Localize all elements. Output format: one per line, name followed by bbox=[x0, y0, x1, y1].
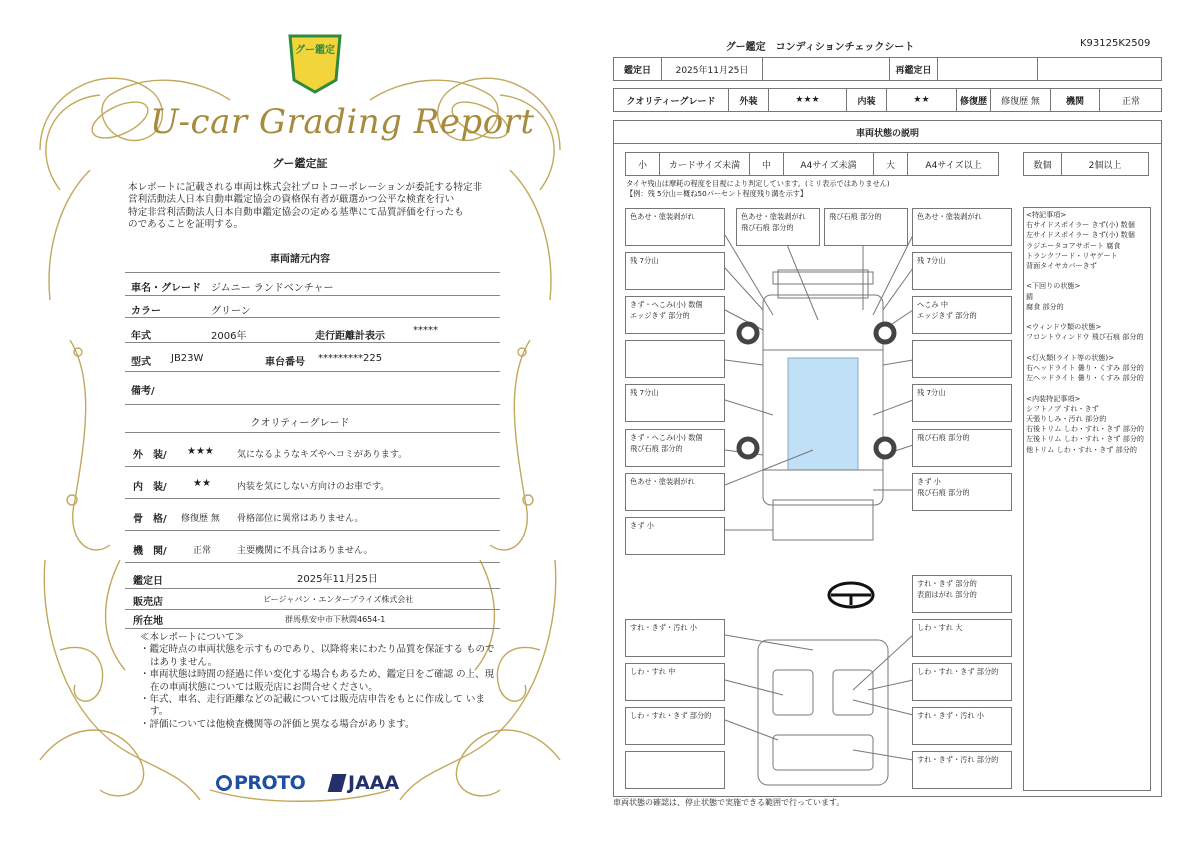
appraisal-date-row bbox=[125, 566, 500, 589]
certificate-heading: グー鑑定証 bbox=[272, 157, 328, 170]
name-label: 車名・グレード bbox=[131, 283, 201, 294]
jaaa-logo-text: JAAA bbox=[348, 772, 400, 794]
intro-text bbox=[128, 182, 498, 232]
exterior-note-box: へこみ 中 エッジきず 部分的 bbox=[912, 296, 1012, 334]
quality-grade: ★★ bbox=[193, 478, 211, 489]
condition-heading: 車両状態の説明 bbox=[855, 129, 919, 139]
color-value: グリーン bbox=[211, 306, 251, 317]
quality-comment: 骨格部位に異常はありません。 bbox=[237, 514, 364, 524]
year-value: 2006年 bbox=[211, 331, 247, 342]
certificate-number: K93125K2509 bbox=[1080, 38, 1151, 49]
exterior-note-box bbox=[912, 340, 1012, 378]
note-item: ・車両状態は時間の経過に伴い変化する場合もあるため、鑑定日をご確認 の上、現在の車両状態については販売店にお問合せください。 bbox=[140, 669, 495, 693]
tire-note: タイヤ残山は摩耗の程度を目視により判定しています。(ミリ表示ではありません) bbox=[626, 179, 890, 188]
quality-label: 機 関/ bbox=[133, 546, 167, 557]
exterior-note-box: きず 小 飛び石痕 部分的 bbox=[912, 473, 1012, 511]
color-label: カラー bbox=[131, 306, 161, 317]
intro-line: のであることを証明する。 bbox=[128, 219, 244, 231]
dealer-row bbox=[125, 589, 500, 610]
quality-label: 内 装/ bbox=[133, 482, 167, 493]
tire-rear-right bbox=[876, 439, 894, 457]
reappraisal-label: 再鑑定日 bbox=[890, 58, 938, 80]
date-row bbox=[613, 57, 1162, 81]
specs-heading: 車両諸元内容 bbox=[270, 254, 330, 265]
chassis-value: *********225 bbox=[318, 353, 383, 364]
grade-row bbox=[613, 88, 1162, 112]
exterior-note-box bbox=[625, 340, 725, 378]
exterior-note-box: 残 7分山 bbox=[625, 384, 725, 422]
interior-note-box: すれ・きず・汚れ 小 bbox=[912, 707, 1012, 745]
exterior-note-box: 飛び石痕 部分的 bbox=[824, 208, 908, 246]
size-mid-value: A4サイズ未満 bbox=[784, 153, 874, 175]
grille bbox=[773, 272, 873, 284]
spec-row-year bbox=[125, 318, 500, 343]
interior-note-box: しわ・すれ・きず 部分的 bbox=[912, 663, 1012, 701]
exterior-note-box: 飛び石痕 部分的 bbox=[912, 429, 1012, 467]
proto-logo-icon bbox=[216, 775, 232, 791]
name-value: ジムニー ランドベンチャー bbox=[211, 283, 334, 294]
exterior-note-box: 残 7分山 bbox=[912, 252, 1012, 290]
interior-note-box: すれ・きず・汚れ 小 bbox=[625, 619, 725, 657]
interior-note-box: すれ・きず・汚れ 部分的 bbox=[912, 751, 1012, 789]
quality-comment: 主要機関に不具合はありません。 bbox=[237, 546, 373, 556]
intro-line: 営利活動法人日本自動車鑑定協会の資格保有者が厳選かつ公平な検査を行い bbox=[128, 194, 455, 206]
interior-note-box bbox=[625, 751, 725, 789]
side-notes: <特記事項> 右サイドスポイラー きず(小) 数個 左サイドスポイラー きず(小) 数個 ラジエータコアサポート 腐食 トランクフード・リヤゲート 背面タイヤカバーきず <下回りの状態> 錆 腐食 部分的 <ウィンドウ類の状態> フロントウィンドウ 飛び石痕 部分的 <灯火類(ライト等の状態)> 右ヘッドライト 曇り・くすみ 部分的 左ヘッドライト 曇り・くすみ 部分的 <内装特記事項> シフトノブ すれ・きず 天張りしみ・汚れ 部分的 右後トリム しわ・すれ・きず 部分的 左後トリム しわ・すれ・きず 部分的 他トリム しわ・すれ・きず 部分的 bbox=[1026, 210, 1145, 454]
proto-logo bbox=[216, 772, 305, 794]
dealer-label: 販売店 bbox=[133, 597, 163, 608]
spec-row-remarks bbox=[125, 372, 500, 405]
chassis-label: 車台番号 bbox=[265, 357, 305, 368]
quality-row-interior bbox=[125, 470, 500, 499]
size-legend bbox=[625, 152, 999, 176]
size-mid-label: 中 bbox=[750, 153, 784, 175]
rear-bumper bbox=[773, 500, 873, 540]
mileage-value: ***** bbox=[413, 325, 438, 336]
empty-cell bbox=[763, 58, 890, 80]
repair-label: 修復歴 bbox=[957, 89, 991, 111]
quality-label: 骨 格/ bbox=[133, 514, 167, 525]
intro-line: 本レポートに記載される車両は株式会社プロトコーポレーションが委託する特定非 bbox=[128, 182, 483, 193]
interior-value: ★★ bbox=[887, 89, 957, 111]
quality-grade: ★★★ bbox=[187, 446, 214, 457]
quality-comment: 気になるようなキズやヘコミがあります。 bbox=[237, 450, 408, 460]
tire-example: 【例：残 5分山＝概ね50パーセント程度残り溝を示す】 bbox=[626, 189, 808, 198]
model-value: JB23W bbox=[171, 353, 204, 364]
spec-row-model bbox=[125, 343, 500, 372]
exterior-label: 外装 bbox=[729, 89, 769, 111]
note-item: ・評価については他検査機関等の評価と異なる場合があります。 bbox=[140, 718, 415, 730]
location-label: 所在地 bbox=[133, 616, 163, 627]
quality-grade-label: クオリティーグレード bbox=[614, 89, 729, 111]
appraisal-date-label: 鑑定日 bbox=[614, 58, 662, 80]
quality-row-frame bbox=[125, 502, 500, 531]
script-title: U-car Grading Report bbox=[150, 102, 535, 142]
remarks-label: 備考/ bbox=[131, 386, 155, 397]
spec-row-name bbox=[125, 272, 500, 296]
interior-note-box: しわ・すれ 中 bbox=[625, 663, 725, 701]
interior-outline bbox=[758, 640, 888, 785]
interior-note-box: しわ・すれ・きず 部分的 bbox=[625, 707, 725, 745]
size-small-value: カードサイズ未満 bbox=[660, 153, 750, 175]
exterior-note-box: きず・へこみ(小) 数個 エッジきず 部分的 bbox=[625, 296, 725, 334]
exterior-note-box: 残 7分山 bbox=[912, 384, 1012, 422]
divider bbox=[125, 432, 500, 433]
count-legend bbox=[1023, 152, 1149, 176]
goo-badge bbox=[293, 44, 337, 58]
intro-line: 特定非営利活動法人日本自動車鑑定協会の定める基準にて品質評価を行ったも bbox=[128, 206, 464, 218]
exterior-note-box: 色あせ・塗装剥がれ 飛び石痕 部分的 bbox=[736, 208, 820, 246]
mileage-label: 走行距離計表示 bbox=[315, 331, 385, 342]
tire-front-left bbox=[739, 324, 757, 342]
quality-heading: クオリティーグレード bbox=[250, 418, 350, 429]
jaaa-logo bbox=[330, 772, 399, 794]
proto-logo-text: PROTO bbox=[234, 772, 306, 794]
interior-label: 内装 bbox=[847, 89, 887, 111]
tire-front-right bbox=[876, 324, 894, 342]
model-label: 型式 bbox=[131, 357, 151, 368]
exterior-note-box: 残 7分山 bbox=[625, 252, 725, 290]
repair-value: 修復歴 無 bbox=[991, 89, 1051, 111]
note-item: ・鑑定時点の車両状態を示すものであり、以降将来にわたり品質を保証する ものではありません。 bbox=[140, 644, 495, 668]
exterior-note-box: きず 小 bbox=[625, 517, 725, 555]
interior-note-box: しわ・すれ 大 bbox=[912, 619, 1012, 657]
steering-wheel-icon bbox=[829, 583, 873, 607]
exterior-value: ★★★ bbox=[769, 89, 847, 111]
note-item: ・年式、車名、走行距離などの記載については販売店申告をもとに作成して います。 bbox=[140, 694, 485, 718]
report-notes bbox=[138, 632, 498, 731]
engine-label: 機関 bbox=[1051, 89, 1100, 111]
footer-note: 車両状態の確認は、停止状態で実施できる範囲で行っています。 bbox=[613, 798, 845, 807]
spec-row-color bbox=[125, 295, 500, 318]
year-label: 年式 bbox=[131, 331, 151, 342]
appraisal-date-value: 2025年11月25日 bbox=[662, 58, 763, 80]
rear-seat bbox=[773, 735, 873, 770]
badge-text: グー鑑定 bbox=[295, 45, 335, 56]
interior-note-box: すれ・きず 部分的 表面はがれ 部分的 bbox=[912, 575, 1012, 613]
tire-rear-left bbox=[739, 439, 757, 457]
roof-glass bbox=[788, 358, 858, 470]
sheet-title: グー鑑定 コンディションチェックシート bbox=[725, 42, 915, 53]
jaaa-logo-icon bbox=[328, 774, 347, 792]
exterior-note-box: きず・へこみ(小) 数個 飛び石痕 部分的 bbox=[625, 429, 725, 467]
quality-grade: 正常 bbox=[193, 546, 212, 556]
quality-label: 外 装/ bbox=[133, 450, 167, 461]
engine-value: 正常 bbox=[1121, 96, 1140, 107]
quality-grade: 修復歴 無 bbox=[181, 514, 220, 524]
location-value: 群馬県安中市下秋間4654-1 bbox=[285, 615, 386, 624]
divider bbox=[613, 143, 1162, 144]
count-label: 数個 bbox=[1024, 153, 1062, 175]
quality-comment: 内装を気にしない方向けのお車です。 bbox=[237, 482, 390, 492]
dealer-value: ビージャパン・エンタープライズ株式会社 bbox=[263, 595, 414, 604]
size-large-label: 大 bbox=[874, 153, 908, 175]
notes-heading: ≪本レポートについて≫ bbox=[140, 632, 245, 643]
size-large-value: A4サイズ以上 bbox=[925, 160, 982, 171]
exterior-note-box: 色あせ・塗装剥がれ bbox=[912, 208, 1012, 246]
reappraisal-value bbox=[938, 58, 1038, 80]
appraisal-date-value: 2025年11月25日 bbox=[297, 574, 378, 585]
exterior-note-box: 色あせ・塗装剥がれ bbox=[625, 473, 725, 511]
front-seat-left bbox=[773, 670, 813, 715]
count-value: 2個以上 bbox=[1088, 160, 1122, 171]
quality-row-engine bbox=[125, 534, 500, 563]
quality-row-exterior bbox=[125, 438, 500, 467]
size-small-label: 小 bbox=[626, 153, 660, 175]
location-row bbox=[125, 610, 500, 629]
appraisal-date-label: 鑑定日 bbox=[133, 576, 163, 587]
exterior-note-box: 色あせ・塗装剥がれ bbox=[625, 208, 725, 246]
